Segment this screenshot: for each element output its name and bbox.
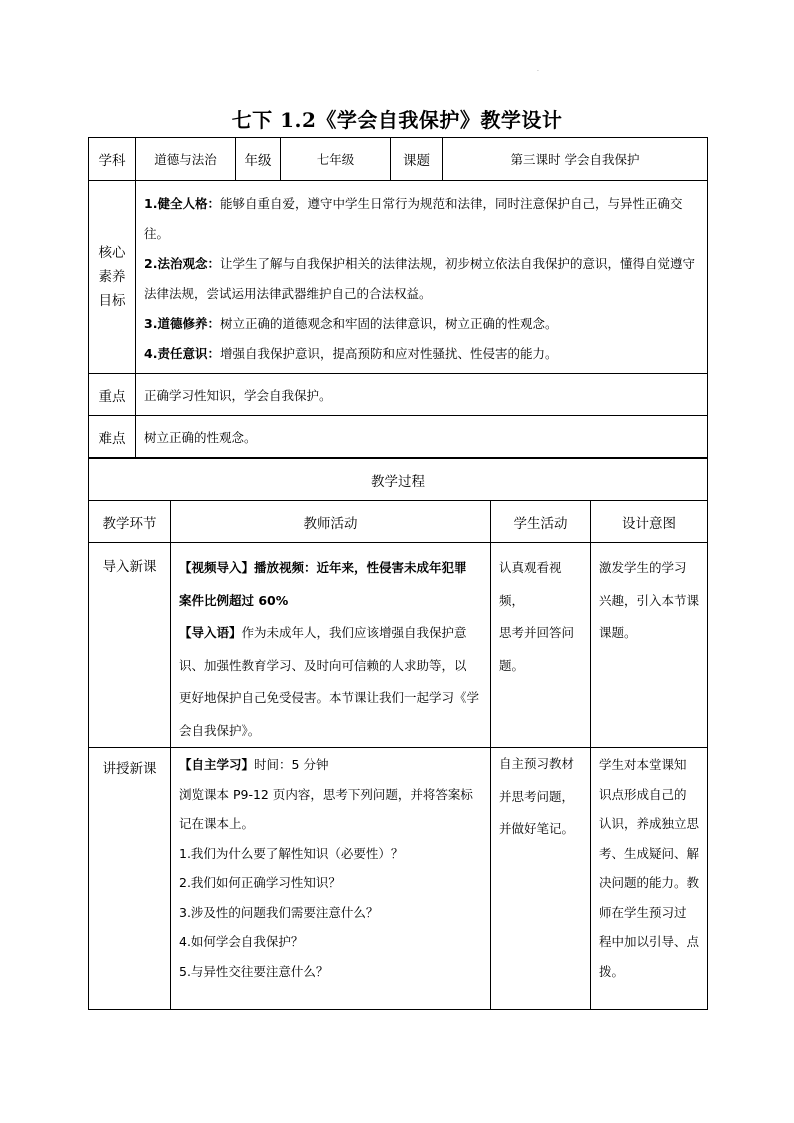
question-item: 1.我们为什么要了解性知识（必要性）？ [179, 845, 404, 861]
student-activity-intro: 认真观看视频， 思考并回答问 题。 [491, 543, 591, 748]
teaching-process-table [88, 458, 708, 1010]
difficulty-label: 难点 [89, 416, 136, 458]
question-item: 4.如何学会自我保护？ [179, 934, 304, 949]
topic-value: 第三课时 学会自我保护 [443, 138, 708, 181]
goal-item: 3.道德修养：树立正确的道德观念和牢固的法律意识，树立正确的性观念。 [144, 316, 558, 331]
question-item: 3.涉及性的问题我们需要注意什么？ [179, 904, 379, 920]
topic-label: 课题 [391, 138, 443, 181]
goal-item: 1.健全人格：能够自重自爱，遵守中学生日常行为规范和法律，同时注意保护自己，与异性正确交往。 [144, 196, 683, 241]
header-stage: 教学环节 [89, 501, 171, 543]
subject-value: 道德与法治 [136, 138, 236, 181]
goal-item: 4.责任意识：增强自我保护意识，提高预防和应对性骚扰、性侵害的能力。 [144, 346, 558, 361]
subject-label: 学科 [89, 138, 136, 181]
teacher-line: 案件比例超过 60% [179, 592, 289, 608]
goals-label-line: 目标 [98, 293, 126, 309]
header-teacher: 教师活动 [171, 501, 491, 543]
question-item: 2.我们如何正确学习性知识？ [179, 875, 341, 890]
teacher-activity-intro [171, 543, 491, 748]
goals-content [136, 181, 708, 374]
question-item: 5.与异性交往要注意什么？ [179, 963, 329, 979]
student-activity-new-lesson: 自主预习教材 并思考问题， 并做好笔记。 [491, 748, 591, 1010]
goals-label-line: 核心 [98, 245, 126, 261]
grade-value: 七年级 [281, 138, 391, 181]
header-student: 学生活动 [491, 501, 591, 543]
design-intent-new-lesson: 学生对本堂课知 识点形成自己的 认识，养成独立思 考、生成疑问、解 决问题的能力。教 师在学生预习过 程中加以引导、点 拨。 [591, 748, 708, 1010]
teacher-line: 更好地保护自己免受侵害。本节课让我们一起学习《学 [179, 690, 480, 705]
goal-item: 2.法治观念：让学生了解与自我保护相关的法律法规，初步树立依法自我保护的意识，懂得自觉遵守法律法规，尝试运用法律武器维护自己的合法权益。 [144, 256, 695, 301]
key-point-label: 重点 [89, 374, 136, 416]
goals-label-line: 素养 [98, 269, 126, 285]
process-title: 教学过程 [89, 459, 708, 501]
stage-intro: 导入新课 [89, 543, 171, 748]
teacher-line: 【导入语】作为未成年人，我们应该增强自我保护意 [179, 625, 467, 640]
decorative-dot: . [537, 66, 539, 73]
stage-new-lesson: 讲授新课 [89, 748, 171, 1010]
design-intent-intro: 激发学生的学习 兴趣，引入本节课 课题。 [591, 543, 708, 748]
difficulty-text: 树立正确的性观念。 [136, 416, 708, 458]
teacher-activity-new-lesson: 【自主学习】时间：5 分钟 浏览课本 P9-12 页内容，思考下列问题，并将答案标 记在课本上。 1.我们为什么要了解性知识（必要性）？ 2.我们如何正确学习性知识？ 3.涉及性的问题我们需要注意什么？ 4.如何学会自我保护？ 5.与异性交往要注意什么？ [171, 748, 491, 1010]
lesson-info-table [88, 137, 708, 458]
grade-label: 年级 [236, 138, 281, 181]
key-point-text: 正确学习性知识，学会自我保护。 [136, 374, 708, 416]
header-intent: 设计意图 [591, 501, 708, 543]
self-study-line: 【自主学习】时间：5 分钟 [179, 757, 329, 772]
teacher-line: 会自我保护》。 [179, 722, 261, 738]
goals-label [89, 181, 136, 374]
teacher-line: 【视频导入】播放视频：近年来，性侵害未成年犯罪 [179, 560, 467, 575]
page-title: 七下 1.2《学会自我保护》教学设计 [231, 108, 563, 132]
teacher-line: 识、加强性教育学习、及时向可信赖的人求助等，以 [179, 657, 467, 673]
